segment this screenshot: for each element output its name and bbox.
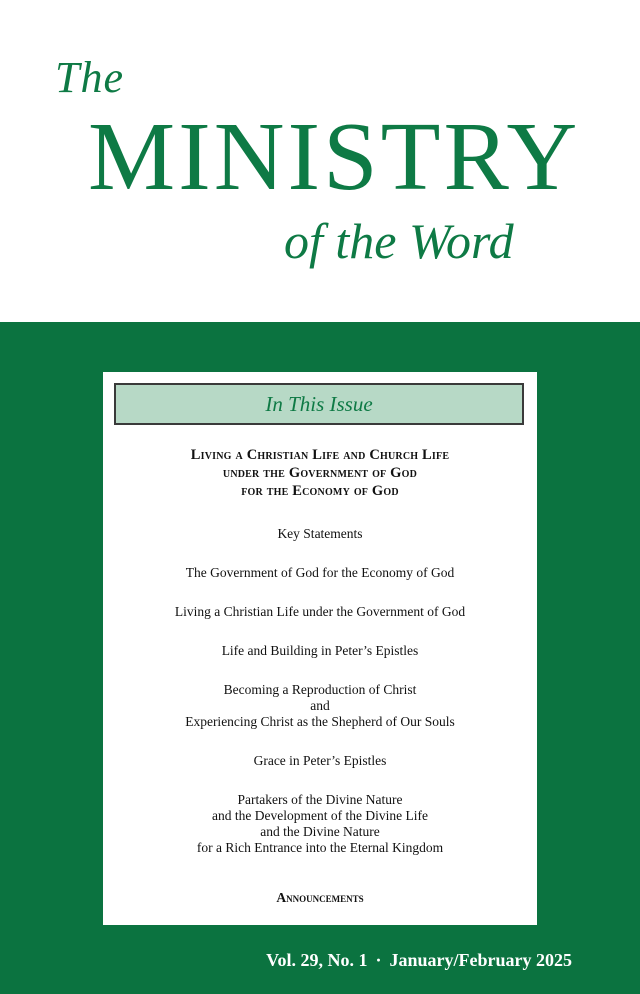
issue-headline [103, 446, 537, 500]
contents-item[interactable]: Living a Christian Life under the Government of God [174, 604, 466, 619]
in-this-issue-title: In This Issue [265, 391, 373, 416]
masthead [0, 0, 640, 322]
contents-item[interactable]: Key Statements [277, 526, 363, 541]
masthead-of-the-word: of the Word [284, 213, 514, 269]
separator-dot: · [375, 950, 382, 970]
announcements-heading[interactable]: Announcements [276, 890, 364, 905]
issue-date: January/February 2025 [389, 950, 572, 970]
contents-item[interactable]: The Government of God for the Economy of God [185, 565, 455, 580]
headline-line: Living a Christian Life and Church Life [190, 447, 450, 463]
contents-item[interactable]: Becoming a Reproduction of Christ and Experiencing Christ as the Shepherd of Our Souls [185, 682, 455, 729]
in-this-issue-box [114, 383, 524, 425]
contents-list [103, 526, 537, 879]
contents-item[interactable]: Partakers of the Divine Nature and the Development of the Divine Life and the Divine Nature for a Rich Entrance into the Eternal Kingdom [196, 792, 444, 855]
headline-line: under the Government of God [222, 465, 418, 481]
masthead-the: The [55, 53, 124, 102]
volume-number: Vol. 29, No. 1 [266, 950, 368, 970]
headline-line: for the Economy of God [241, 483, 399, 499]
contents-item[interactable]: Life and Building in Peter’s Epistles [221, 643, 419, 658]
contents-item[interactable]: Grace in Peter’s Epistles [253, 753, 387, 768]
masthead-ministry: MINISTRY [88, 103, 581, 211]
contents-panel [103, 372, 537, 925]
